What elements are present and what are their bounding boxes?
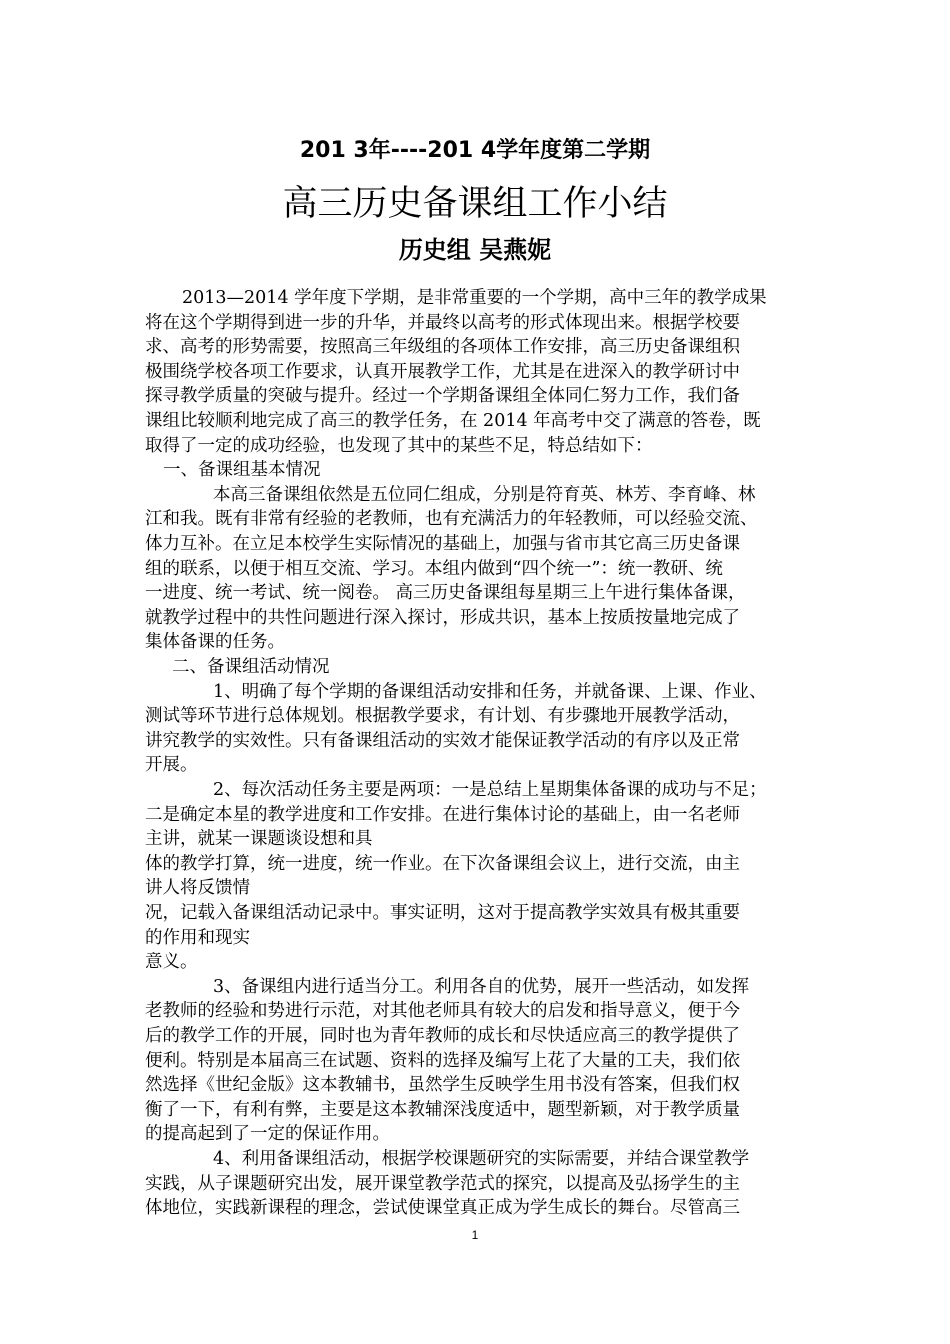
body-line: 1、明确了每个学期的备课组活动安排和任务，并就备课、上课、作业、 [213, 681, 767, 702]
body-line: 开展。 [145, 755, 198, 776]
body-line: 课组比较顺利地完成了高三的教学任务，在 2014 年高考中交了满意的答卷，既 [145, 411, 761, 431]
body-line: 将在这个学期得到进一步的升华，并最终以高考的形式体现出来。根据学校要 [145, 312, 740, 333]
body-line: 江和我。既有非常有经验的老教师，也有充满活力的年轻教师，可以经验交流、 [145, 509, 758, 530]
page-number: 1 [471, 1228, 479, 1242]
body-line: 3、备课组内进行适当分工。利用各自的优势，展开一些活动，如发挥 [213, 976, 750, 997]
document-title: 高三历史备课组工作小结 [282, 184, 668, 224]
school-year-heading: 201 3年----201 4学年度第二学期 [299, 138, 651, 163]
body-line: 体力互补。在立足本校学生实际情况的基础上，加强与省市其它高三历史备课 [145, 534, 740, 554]
body-line: 衡了一下，有利有弊，主要是这本教辅深浅度适中，题型新颖，对于教学质量 [145, 1099, 740, 1120]
body-line: 体地位，实践新课程的理念，尝试使课堂真正成为学生成长的舞台。尽管高三 [145, 1198, 740, 1219]
author-line: 历史组 吴燕妮 [398, 236, 552, 264]
body-line: 取得了一定的成功经验，也发现了其中的某些不足，特总结如下： [145, 435, 653, 456]
body-line: 后的教学工作的开展，同时也为青年教师的成长和尽快适应高三的教学提供了 [145, 1026, 740, 1046]
body-line: 意义。 [145, 952, 198, 973]
body-line: 实践，从子课题研究出发，展开课堂教学范式的探究，以提高及弘扬学生的主 [145, 1173, 740, 1194]
body-line: 极围绕学校各项工作要求，认真开展教学工作，尤其是在进深入的教学研讨中 [145, 361, 740, 382]
body-line: 老教师的经验和势进行示范，对其他老师具有较大的启发和指导意义，便于今 [145, 1001, 740, 1022]
body-line: 求、高考的形势需要，按照高三年级组的各项体工作安排，高三历史备课组积 [145, 337, 740, 358]
body-line: 4、利用备课组活动，根据学校课题研究的实际需要，并结合课堂教学 [213, 1149, 750, 1169]
body-line: 2、每次活动任务主要是两项：一是总结上星期集体备课的成功与不足； [213, 780, 767, 800]
body-line: 况，记载入备课组活动记录中。事实证明，这对于提高教学实效具有极其重要 [145, 903, 740, 923]
body-line: 就教学过程中的共性问题进行深入探讨，形成共识，基本上按质按量地完成了 [145, 607, 740, 628]
body-line: 探寻教学质量的突破与提升。经过一个学期备课组全体同仁努力工作，我们备 [145, 386, 740, 407]
body-line: 体的教学打算，统一进度，统一作业。在下次备课组会议上，进行交流，由主 [145, 853, 740, 874]
body-line: 二、备课组活动情况 [172, 657, 330, 677]
body-line: 的提高起到了一定的保证作用。 [145, 1124, 390, 1145]
body-line: 组的联系，以便于相互交流、学习。本组内做到“四个统一”：统一教研、统 [145, 558, 723, 579]
body-line: 便利。特别是本届高三在试题、资料的选择及编写上花了大量的工夫，我们依 [145, 1050, 740, 1071]
body-line: 讲人将反馈情 [145, 878, 250, 899]
body-line: 本高三备课组依然是五位同仁组成，分别是符育英、林芳、李育峰、林 [213, 484, 756, 505]
body-line: 讲究教学的实效性。只有备课组活动的实效才能保证教学活动的有序以及正常 [145, 730, 740, 751]
body-line: 然选择《世纪金版》这本教辅书，虽然学生反映学生用书没有答案，但我们权 [145, 1075, 740, 1096]
body-line: 2013—2014 学年度下学期，是非常重要的一个学期，高中三年的教学成果 [182, 288, 767, 308]
body-line: 主讲，就某一课题谈设想和具 [145, 829, 373, 850]
body-line: 集体备课的任务。 [145, 632, 285, 653]
body-line: 测试等环节进行总体规划。根据教学要求，有计划、有步骤地开展教学活动， [145, 706, 740, 727]
body-line: 一进度、统一考试、统一阅卷。 高三历史备课组每星期三上午进行集体备课， [145, 583, 746, 604]
body-line: 二是确定本星的教学进度和工作安排。在进行集体讨论的基础上，由一名老师 [145, 804, 740, 825]
body-line: 的作用和现实 [145, 927, 250, 948]
body-line: 一、备课组基本情况 [163, 460, 321, 481]
